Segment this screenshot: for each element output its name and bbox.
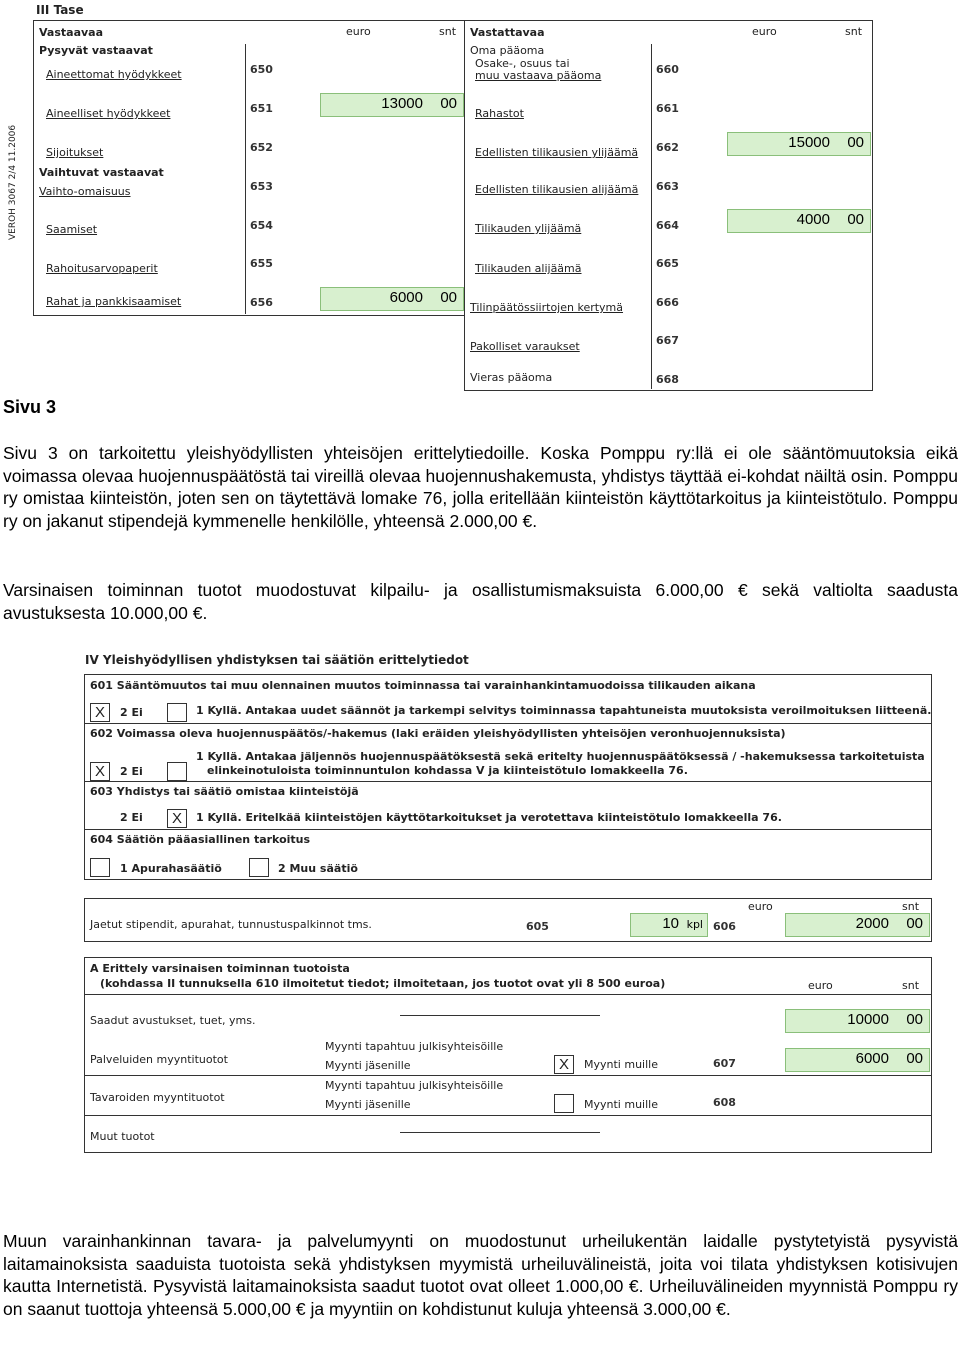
q602-yes-label: 1 Kyllä. Antakaa jäljennös huojennuspäätöksestä sekä eritelty huojennuspäätöksessä / -hakemuksessa tarkoitetuista: [196, 750, 925, 763]
asset-row-label: Sijoitukset: [46, 146, 104, 159]
scholarships-amount-field[interactable]: [785, 913, 930, 937]
count-value: 10: [662, 915, 679, 932]
liability-row-code: 663: [656, 180, 679, 193]
liability-row-code: 666: [656, 296, 679, 309]
asset-row-code: 653: [250, 180, 273, 193]
income-row-label: Muut tuotot: [90, 1130, 155, 1143]
q602-no-label: 2 Ei: [120, 765, 143, 778]
form-side-code: VEROH 3067 2/4 11.2006: [8, 124, 18, 240]
asset-row-code: 655: [250, 257, 273, 270]
services-sale-others-checkbox[interactable]: X: [554, 1055, 574, 1074]
euro-value: 6000: [389, 289, 423, 306]
liability-row-code: 661: [656, 102, 679, 115]
asset-row-code: 650: [250, 63, 273, 76]
prior-surplus-value-field[interactable]: [727, 132, 871, 156]
q602-yes-label: elinkeinotuloista toiminnuntulon kohdassa V ja kiinteistötulo lomakkeella 76.: [207, 764, 688, 777]
asset-row-label: Pysyvät vastaavat: [39, 44, 153, 57]
asset-row-label: Saamiset: [46, 223, 98, 236]
q602-yes-checkbox[interactable]: [167, 762, 187, 781]
sale-others-label: Myynti muille: [584, 1098, 658, 1111]
income-subtitle: (kohdassa II tunnuksella 610 ilmoitetut tiedot; ilmoitetaan, jos tuotot ovat yli 8 500 euroa): [100, 977, 666, 990]
asset-row-code: 652: [250, 141, 273, 154]
euro-value: 15000: [788, 134, 830, 151]
liability-row-label: muu vastaava pääoma: [475, 69, 602, 82]
euro-value: 4000: [796, 211, 830, 228]
income-title: A Erittely varsinaisen toiminnan tuotoista: [90, 962, 350, 975]
asset-row-label: Rahoitusarvopaperit: [46, 262, 158, 275]
question-601: 601 Sääntömuutos tai muu olennainen muutos toiminnassa tai varainhankintamuodoissa tilikauden aikana: [90, 679, 756, 692]
assets-euro-header: euro: [346, 25, 371, 38]
sale-members-label: Myynti jäsenille: [325, 1059, 411, 1072]
snt-value: 00: [906, 915, 923, 932]
scholarships-amount-code: 606: [713, 920, 736, 933]
q601-no-label: 2 Ei: [120, 706, 143, 719]
liability-row-code: 664: [656, 219, 679, 232]
scholarships-count-code: 605: [526, 920, 549, 933]
liability-row-label: Tilinpäätössiirtojen kertymä: [470, 301, 624, 314]
asset-row-label: Vaihto-omaisuus: [39, 185, 131, 198]
scholarships-count-field[interactable]: [630, 913, 708, 937]
asset-row-label: Aineettomat hyödykkeet: [46, 68, 182, 81]
liabilities-snt-header: snt: [845, 25, 863, 38]
count-unit: kpl: [686, 918, 703, 931]
q604-option1-checkbox[interactable]: [90, 858, 110, 877]
liability-row-label: Edellisten tilikausien alijäämä: [475, 183, 639, 196]
grants-amount-field[interactable]: [785, 1009, 930, 1033]
q603-yes-label: 1 Kyllä. Eritelkää kiinteistöjen käyttötarkoitukset ja verotettava kiinteistötulo lomakkeella 76.: [196, 811, 782, 824]
question-604: 604 Säätiön pääasiallinen tarkoitus: [90, 833, 311, 846]
sale-public-label: Myynti tapahtuu julkisyhteisöille: [325, 1079, 504, 1092]
asset-row-code: 656: [250, 296, 273, 309]
snt-value: 00: [906, 1011, 923, 1028]
liability-row-code: 665: [656, 257, 679, 270]
q603-yes-checkbox[interactable]: X: [167, 809, 187, 828]
liabilities-header: Vastattavaa: [470, 26, 545, 39]
liability-row-code: 660: [656, 63, 679, 76]
snt-header: snt: [902, 979, 920, 992]
euro-value: 10000: [847, 1011, 889, 1028]
asset-row-label: Vaihtuvat vastaavat: [39, 166, 164, 179]
snt-value: 00: [440, 95, 457, 112]
euro-value: 13000: [381, 95, 423, 112]
liability-row-label: Tilikauden alijäämä: [475, 262, 582, 275]
liability-row-label: Osake-, osuus tai: [475, 57, 570, 70]
snt-value: 00: [847, 134, 864, 151]
cash-value-field[interactable]: [320, 287, 464, 311]
itemization-title: IV Yleishyödyllisen yhdistyksen tai säätiön erittelytiedot: [85, 653, 469, 667]
balance-sheet-title: III Tase: [36, 3, 84, 17]
q601-yes-label: 1 Kyllä. Antakaa uudet säännöt ja tarkempi selvitys toiminnassa tapahtuneista muutoksista veroilmoituksen liitteenä.: [196, 704, 932, 717]
goods-sale-others-checkbox[interactable]: [554, 1094, 574, 1113]
current-surplus-value-field[interactable]: [727, 209, 871, 233]
liability-row-code: 662: [656, 141, 679, 154]
liability-row-label: Pakolliset varaukset: [470, 340, 580, 353]
snt-value: 00: [906, 1050, 923, 1067]
liability-row-code: 667: [656, 334, 679, 347]
q604-option2-label: 2 Muu säätiö: [278, 862, 358, 875]
euro-value: 6000: [855, 1050, 889, 1067]
euro-header: euro: [748, 900, 773, 913]
snt-value: 00: [440, 289, 457, 306]
asset-row-code: 651: [250, 102, 273, 115]
assets-header: Vastaavaa: [39, 26, 104, 39]
snt-header: snt: [902, 900, 920, 913]
services-amount-field[interactable]: [785, 1048, 930, 1072]
body-paragraph: Muun varainhankinnan tavara- ja palvelumyynti on muodostunut urheilukentän laidalle pystytetyistä pysyvistä laitamainoksista saaduista tuotoista sekä yhdistyksen myymistä urheiluvälineistä, joita voi tilata yhdistyksen kotisivujen kautta Internetistä. Pysyvistä laitamainoksista saadut tuotot ovat olleet 1.000,00 €. Urheiluvälineiden myynnistä Pomppu ry on saanut tuottoja yhteensä 5.000,00 € ja myyntiin on kohdistunut kuluja yhteensä 3.000,00 €.: [3, 1231, 958, 1319]
intangible-assets-value-field[interactable]: [320, 93, 464, 117]
euro-header: euro: [808, 979, 833, 992]
income-row-label: Saadut avustukset, tuet, yms.: [90, 1014, 256, 1027]
body-paragraph: Varsinaisen toiminnan tuotot muodostuvat kilpailu- ja osallistumismaksuista 6.000,00 € sekä valtiolta saadusta avustuksesta 10.000,00 €.: [3, 580, 958, 623]
q603-no-label: 2 Ei: [120, 811, 143, 824]
sale-others-label: Myynti muille: [584, 1058, 658, 1071]
liability-row-label: Tilikauden ylijäämä: [475, 222, 582, 235]
income-row-label: Tavaroiden myyntituotot: [90, 1091, 225, 1104]
goods-code: 608: [713, 1096, 736, 1109]
liability-row-label: Edellisten tilikausien ylijäämä: [475, 146, 639, 159]
sale-public-label: Myynti tapahtuu julkisyhteisöille: [325, 1040, 504, 1053]
question-602: 602 Voimassa oleva huojennuspäätös/-hakemus (laki eräiden yleishyödyllisten yhteisöjen veronhuojennuksista): [90, 727, 786, 740]
liability-row-label: Rahastot: [475, 107, 524, 120]
q604-option1-label: 1 Apurahasäätiö: [120, 862, 222, 875]
asset-row-code: 654: [250, 219, 273, 232]
assets-snt-header: snt: [439, 25, 457, 38]
services-code: 607: [713, 1057, 736, 1070]
euro-value: 2000: [855, 915, 889, 932]
snt-value: 00: [847, 211, 864, 228]
q601-no-checkbox[interactable]: X: [90, 703, 110, 722]
liability-row-label: Vieras pääoma: [470, 371, 553, 384]
sale-members-label: Myynti jäsenille: [325, 1098, 411, 1111]
liability-row-code: 668: [656, 373, 679, 386]
body-paragraph: Sivu 3 on tarkoitettu yleishyödyllisten yhteisöjen erittelytiedoille. Koska Pomppu ry:llä ei ole sääntömuutoksia eikä voimassa olevaa huojennuspäätöstä tai vireillä olevaa huojennushakemusta, yhdistys täyttää ei-kohdat näiltä osin. Pomppu ry omistaa kiinteistön, joten sen on täytettävä lomake 76, jolla eritellään kiinteistön käyttötarkoitus ja kiinteistötulo. Pomppu ry on jakanut stipendejä kymmenelle henkilölle, yhteensä 2.000,00 €.: [3, 443, 958, 531]
liability-row-label: Oma pääoma: [470, 44, 545, 57]
q601-yes-checkbox[interactable]: [167, 703, 187, 722]
asset-row-label: Rahat ja pankkisaamiset: [46, 295, 182, 308]
income-row-label: Palveluiden myyntituotot: [90, 1053, 228, 1066]
asset-row-label: Aineelliset hyödykkeet: [46, 107, 171, 120]
question-603: 603 Yhdistys tai säätiö omistaa kiinteistöjä: [90, 785, 359, 798]
q602-no-checkbox[interactable]: X: [90, 762, 110, 781]
q604-option2-checkbox[interactable]: [249, 858, 269, 877]
scholarships-label: Jaetut stipendit, apurahat, tunnustuspalkinnot tms.: [90, 918, 372, 931]
section-heading: Sivu 3: [3, 397, 57, 417]
liabilities-euro-header: euro: [752, 25, 777, 38]
